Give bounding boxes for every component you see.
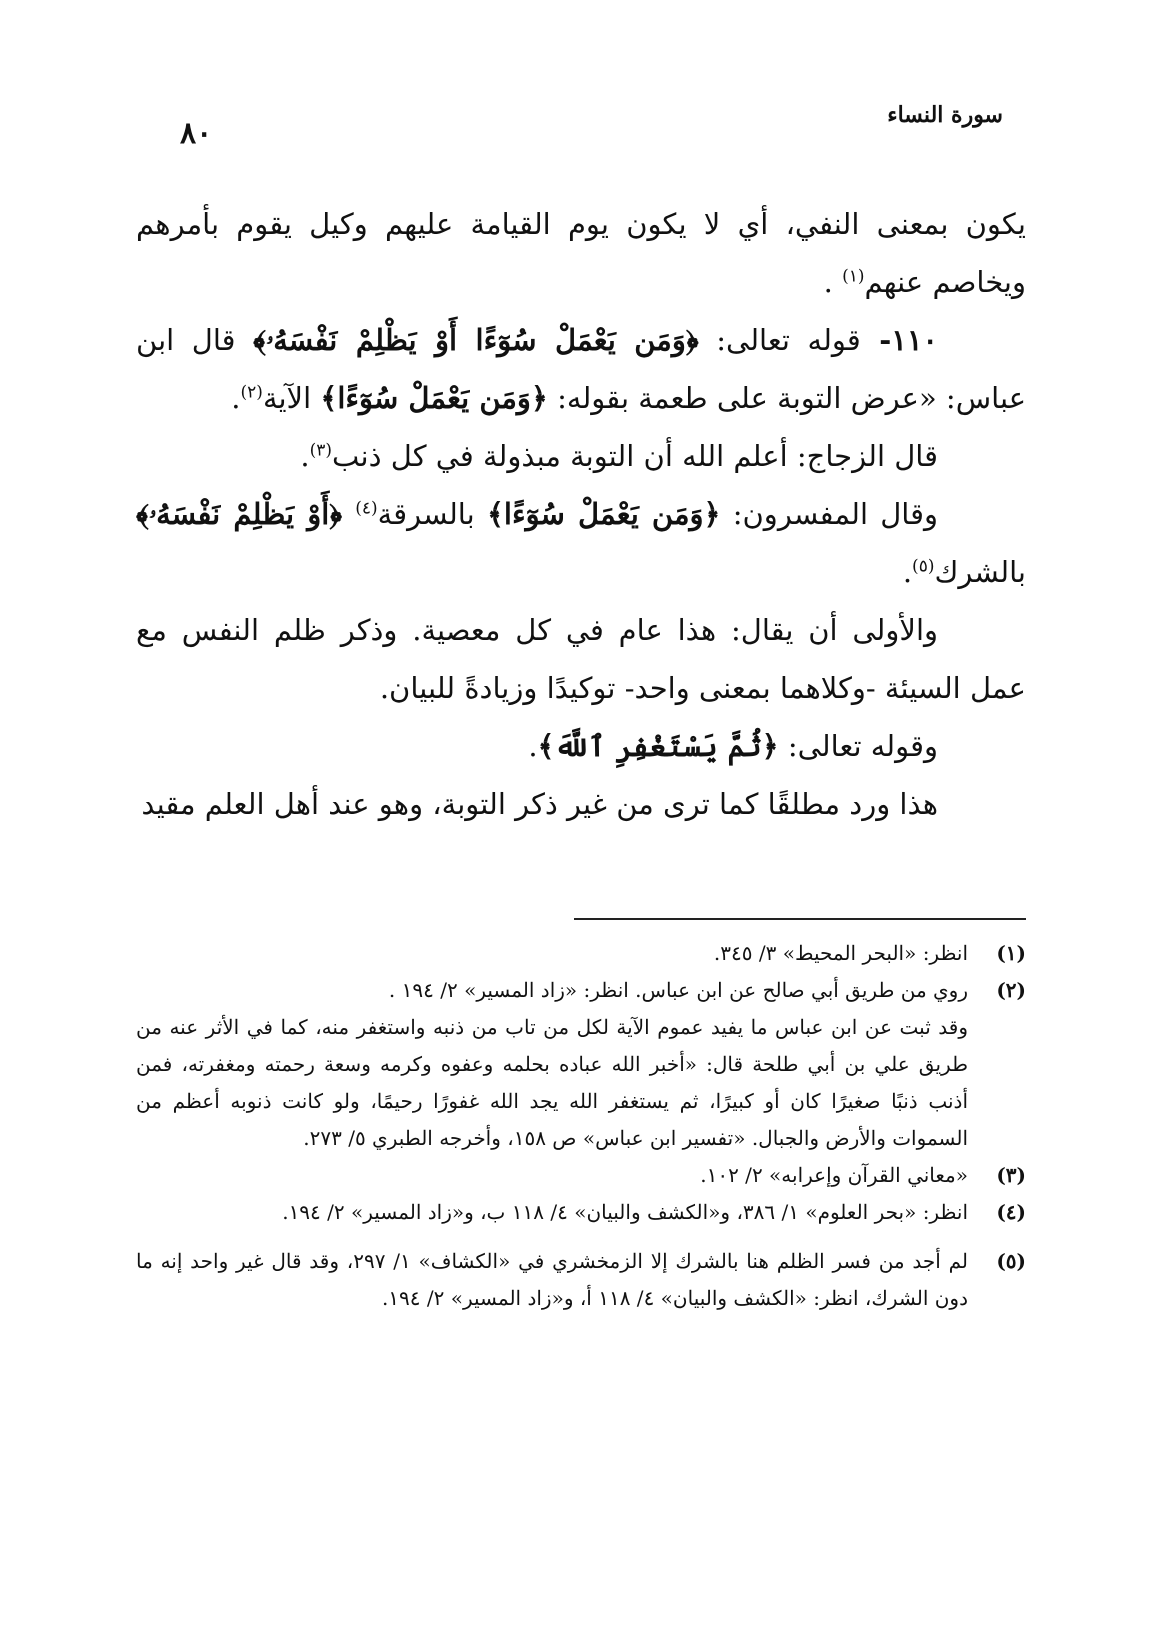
paragraph-5: والأولى أن يقال: هذا عام في كل معصية. وذكر ظلم النفس مع عمل السيئة -وكلاهما بمعنى واحد- توكيدًا وزيادةً للبيان. xyxy=(136,613,1026,705)
quran-verse: ﴿ثُمَّ يَسْتَغْفِرِ ٱللَّهَ﴾ xyxy=(537,729,779,763)
footnote-label: (١) xyxy=(996,941,1026,965)
quran-verse: ﴿وَمَن يَعْمَلْ سُوٓءًا﴾ xyxy=(486,497,721,531)
footnote-ref-5: (٥) xyxy=(912,556,935,577)
footnote-label: (٣) xyxy=(996,1163,1026,1187)
paragraph-4: وقال المفسرون: ﴿وَمَن يَعْمَلْ سُوٓءًا﴾ بالسرقة$^{(٤)}$ ﴿أَوْ يَظْلِمْ نَفْسَهُۥ﴾ بالشرك$^{(٥)}$. xyxy=(136,497,1026,589)
main-text xyxy=(136,195,1026,833)
footnote-text: انظر: «بحر العلوم» ١/ ٣٨٦، و«الكشف والبيان» ٤/ ١١٨ ب، و«زاد المسير» ٢/ ١٩٤. xyxy=(282,1200,968,1224)
footnote-text: لم أجد من فسر الظلم هنا بالشرك إلا الزمخشري في «الكشاف» ١/ ٢٩٧، وقد قال غير واحد إنه ما دون الشرك، انظر: «الكشف والبيان» ٤/ ١١٨ أ، و«زاد المسير» ٢/ ١٩٤. xyxy=(136,1249,968,1310)
quran-verse: ﴿أَوْ يَظْلِمْ نَفْسَهُۥ﴾ xyxy=(136,497,356,531)
footnote-4 xyxy=(136,1194,1026,1231)
running-header xyxy=(136,96,1027,151)
footnote-ref-4: (٤) xyxy=(355,498,378,519)
footnote-ref-3: (٣) xyxy=(309,440,333,461)
footnote-3 xyxy=(136,1157,1026,1194)
footnote-label: (٤) xyxy=(996,1200,1026,1224)
footnote-label: (٥) xyxy=(996,1249,1026,1273)
footnote-text: وقد ثبت عن ابن عباس ما يفيد عموم الآية لكل من تاب من ذنبه واستغفر منه، كما في الأثر عنه من طريق علي بن أبي طلحة قال: «أخبر الله عباده بحلمه وعفوه وكرمه وسعة رحمته ومغفرته، فمن أذنب ذنبًا صغيرًا كان أو كبيرًا، ثم يستغفر الله يجد الله غفورًا رحيمًا، ولو كانت ذنوبه أعظم من السموات والأرض والجبال. «تفسير ابن عباس» ص ١٥٨، وأخرجه الطبري ٥/ ٢٧٣. xyxy=(136,1015,969,1150)
paragraph-2: ١١٠- قوله تعالى: ﴿وَمَن يَعْمَلْ سُوٓءًا أَوْ يَظْلِمْ نَفْسَهُۥ﴾ قال ابن عباس: «عرض التوبة على طعمة بقوله: ﴿وَمَن يَعْمَلْ سُوٓءًا﴾ الآية$^{(٢)}$. xyxy=(136,323,1026,415)
footnote-5 xyxy=(136,1243,1026,1317)
paragraph-7: هذا ورد مطلقًا كما ترى من غير ذكر التوبة، وهو عند أهل العلم مقيد xyxy=(141,787,938,821)
paragraph-3: قال الزجاج: أعلم الله أن التوبة مبذولة في كل ذنب$^{(٣)}$. xyxy=(300,439,938,473)
page-number: ٨٠ xyxy=(180,116,213,151)
footnote-label: (٢) xyxy=(996,978,1026,1002)
surah-title: سورة النساء xyxy=(887,102,1003,128)
quran-verse: ﴿وَمَن يَعْمَلْ سُوٓءًا﴾ xyxy=(320,381,548,415)
footnotes xyxy=(136,935,1026,1317)
entry-number: ١١٠- xyxy=(860,323,938,357)
footnote-divider xyxy=(574,918,1026,920)
paragraph-1: يكون بمعنى النفي، أي لا يكون يوم القيامة عليهم وكيل يقوم بأمرهم ويخاصم عنهم$^{(١)}$ . xyxy=(136,207,1026,299)
quran-verse: ﴿وَمَن يَعْمَلْ سُوٓءًا أَوْ يَظْلِمْ نَفْسَهُۥ﴾ xyxy=(253,323,699,357)
footnote-2 xyxy=(136,972,1026,1157)
footnote-text: انظر: «البحر المحيط» ٣/ ٣٤٥. xyxy=(713,941,968,965)
footnote-1 xyxy=(136,935,1026,972)
footnote-ref-2: (٢) xyxy=(240,382,263,403)
footnote-text: «معاني القرآن وإعرابه» ٢/ ١٠٢. xyxy=(700,1163,968,1187)
footnote-text: روي من طريق أبي صالح عن ابن عباس. انظر: «زاد المسير» ٢/ ١٩٤ . xyxy=(388,978,968,1002)
paragraph-6: وقوله تعالى: ﴿ثُمَّ يَسْتَغْفِرِ ٱللَّهَ﴾. xyxy=(528,729,938,763)
footnote-ref-1: (١) xyxy=(842,266,865,287)
